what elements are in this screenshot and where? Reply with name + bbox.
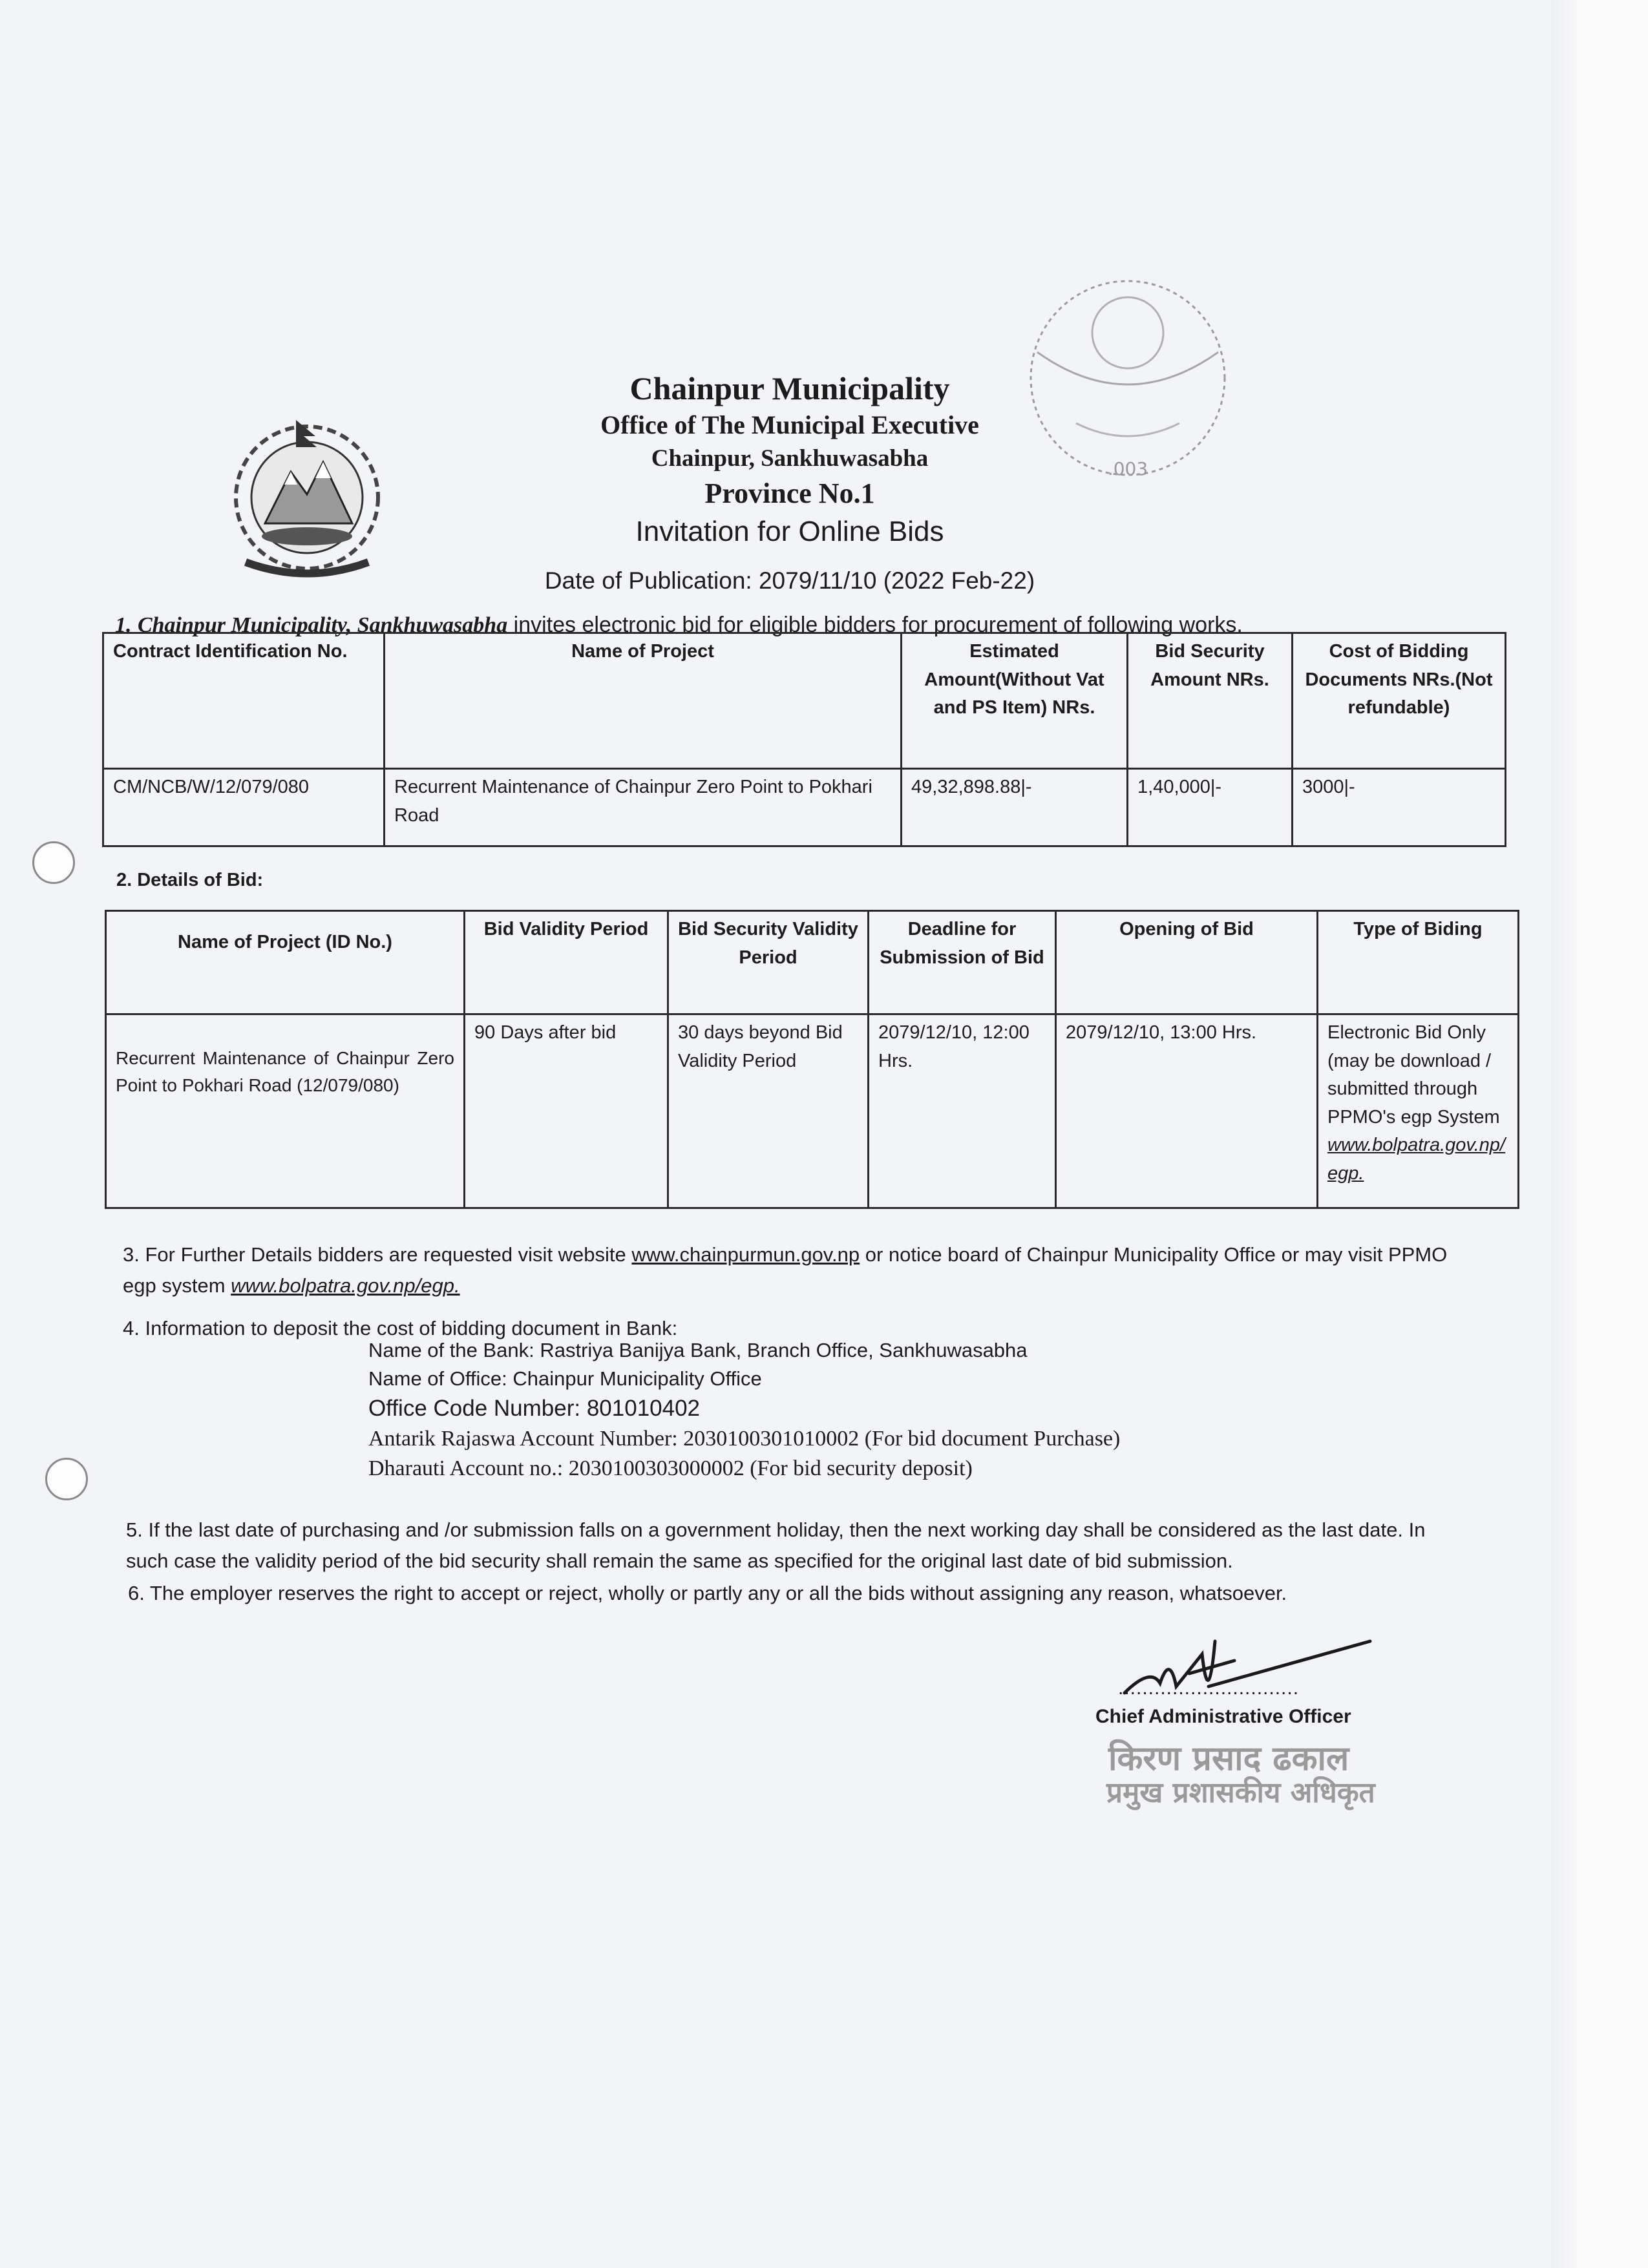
details-heading: 2. Details of Bid: bbox=[116, 870, 264, 890]
deposit-heading: 4. Information to deposit the cost of bidding document in Bank: bbox=[123, 1317, 678, 1339]
municipality-website-link[interactable]: www.chainpurmun.gov.np bbox=[631, 1243, 860, 1266]
header-bid-security: Bid Security Amount NRs. bbox=[1128, 633, 1293, 769]
nepal-emblem-logo bbox=[220, 407, 394, 582]
office-name-line: Name of Office: Chainpur Municipality Office bbox=[368, 1367, 762, 1390]
para3-lead: 3. For Further Details bidders are requested visit website bbox=[123, 1243, 626, 1266]
project-name-cell: Recurrent Maintenance of Chainpur Zero Point to Pokhari Road bbox=[385, 769, 902, 846]
office-seal-stamp bbox=[998, 255, 1257, 514]
antarik-account: Antarik Rajaswa Account Number: 2030100301010002 (For bid document Purchase) bbox=[368, 1427, 1121, 1451]
egp-link[interactable]: www.bolpatra.gov.np/egp. bbox=[231, 1274, 460, 1297]
para3-mid: or notice board of Chainpur Municipality Office or may visit PPMO egp system bbox=[123, 1243, 1448, 1297]
notice-title: Invitation for Online Bids bbox=[635, 516, 944, 547]
dharauti-account: Dharauti Account no.: 2030100303000002 (For bid security deposit) bbox=[368, 1456, 973, 1480]
header-project-name: Name of Project bbox=[385, 633, 902, 769]
signatory-title: Chief Administrative Officer bbox=[1095, 1706, 1351, 1727]
further-details-paragraph bbox=[123, 1239, 1454, 1301]
header-project-id: Name of Project (ID No.) bbox=[106, 911, 465, 1014]
bid-details-header bbox=[106, 911, 1519, 1014]
deadline-cell: 2079/12/10, 12:00 Hrs. bbox=[869, 1014, 1056, 1208]
punch-hole-top bbox=[32, 841, 75, 884]
contract-table-header bbox=[103, 633, 1506, 769]
header-security-validity: Bid Security Validity Period bbox=[668, 911, 869, 1014]
svg-text:.003: .003 bbox=[1107, 458, 1148, 479]
publication-date: Date of Publication: 2079/11/10 (2022 Feb-22) bbox=[544, 567, 1035, 594]
paper-edge bbox=[1551, 0, 1577, 2268]
signature-line: .............................. bbox=[1118, 1677, 1300, 1699]
header-contract-id: Contract Identification No. bbox=[103, 633, 385, 769]
contract-id-cell: CM/NCB/W/12/079/080 bbox=[103, 769, 385, 846]
bid-validity-cell: 90 Days after bid bbox=[465, 1014, 668, 1208]
intro-text: invites electronic bid for eligible bidders for procurement of following works. bbox=[513, 613, 1243, 637]
intro-number: 1. bbox=[115, 613, 132, 637]
table-row bbox=[103, 769, 1506, 846]
bid-type-link[interactable]: www.bolpatra.gov.np/egp. bbox=[1327, 1135, 1506, 1184]
table-row bbox=[106, 1014, 1519, 1208]
signatory-name-stamp: किरण प्रसाद ढकाल bbox=[1108, 1739, 1349, 1778]
bid-security-cell: 1,40,000|- bbox=[1128, 769, 1293, 846]
header-deadline: Deadline for Submission of Bid bbox=[869, 911, 1056, 1014]
estimated-amount-cell: 49,32,898.88|- bbox=[902, 769, 1128, 846]
bank-name: Name of the Bank: Rastriya Banijya Bank, Branch Office, Sankhuwasabha bbox=[368, 1339, 1028, 1361]
holiday-clause: 5. If the last date of purchasing and /or submission falls on a government holiday, then the next working day shall be considered as the last date. In such case the validity period of the bid security shall remain the same as specified for the original last date of bid submission. bbox=[126, 1518, 1426, 1573]
contract-table bbox=[102, 632, 1506, 847]
province-name: Province No.1 bbox=[704, 478, 875, 509]
header-estimated-amount: Estimated Amount(Without Vat and PS Item) NRs. bbox=[902, 633, 1128, 769]
employer-rights-clause: 6. The employer reserves the right to accept or reject, wholly or partly any or all the bids without assigning any reason, whatsoever. bbox=[128, 1582, 1287, 1604]
project-id-cell: Recurrent Maintenance of Chainpur Zero Point to Pokhari Road (12/079/080) bbox=[106, 1014, 465, 1208]
header-bid-validity: Bid Validity Period bbox=[465, 911, 668, 1014]
bid-type-text: Electronic Bid Only (may be download / submitted through PPMO's egp System bbox=[1327, 1022, 1500, 1128]
office-address: Chainpur, Sankhuwasabha bbox=[651, 445, 929, 472]
punch-hole-bottom bbox=[45, 1458, 88, 1500]
header-bid-type: Type of Biding bbox=[1318, 911, 1519, 1014]
municipality-name: Chainpur Municipality bbox=[629, 370, 950, 406]
bidding-cost-cell: 3000|- bbox=[1293, 769, 1506, 846]
bid-type-cell bbox=[1318, 1014, 1519, 1208]
intro-entity: Chainpur Municipality, Sankhuwasabha bbox=[137, 613, 508, 637]
signatory-title-stamp: प्रमुख प्रशासकीय अधिकृत bbox=[1106, 1776, 1375, 1809]
handwritten-signature bbox=[1099, 1615, 1383, 1719]
header-bidding-cost: Cost of Bidding Documents NRs.(Not refundable) bbox=[1293, 633, 1506, 769]
bid-details-table bbox=[105, 910, 1519, 1209]
security-validity-cell: 30 days beyond Bid Validity Period bbox=[668, 1014, 869, 1208]
office-name: Office of The Municipal Executive bbox=[600, 410, 979, 439]
office-code: Office Code Number: 801010402 bbox=[368, 1396, 701, 1421]
opening-cell: 2079/12/10, 13:00 Hrs. bbox=[1056, 1014, 1318, 1208]
header-opening: Opening of Bid bbox=[1056, 911, 1318, 1014]
